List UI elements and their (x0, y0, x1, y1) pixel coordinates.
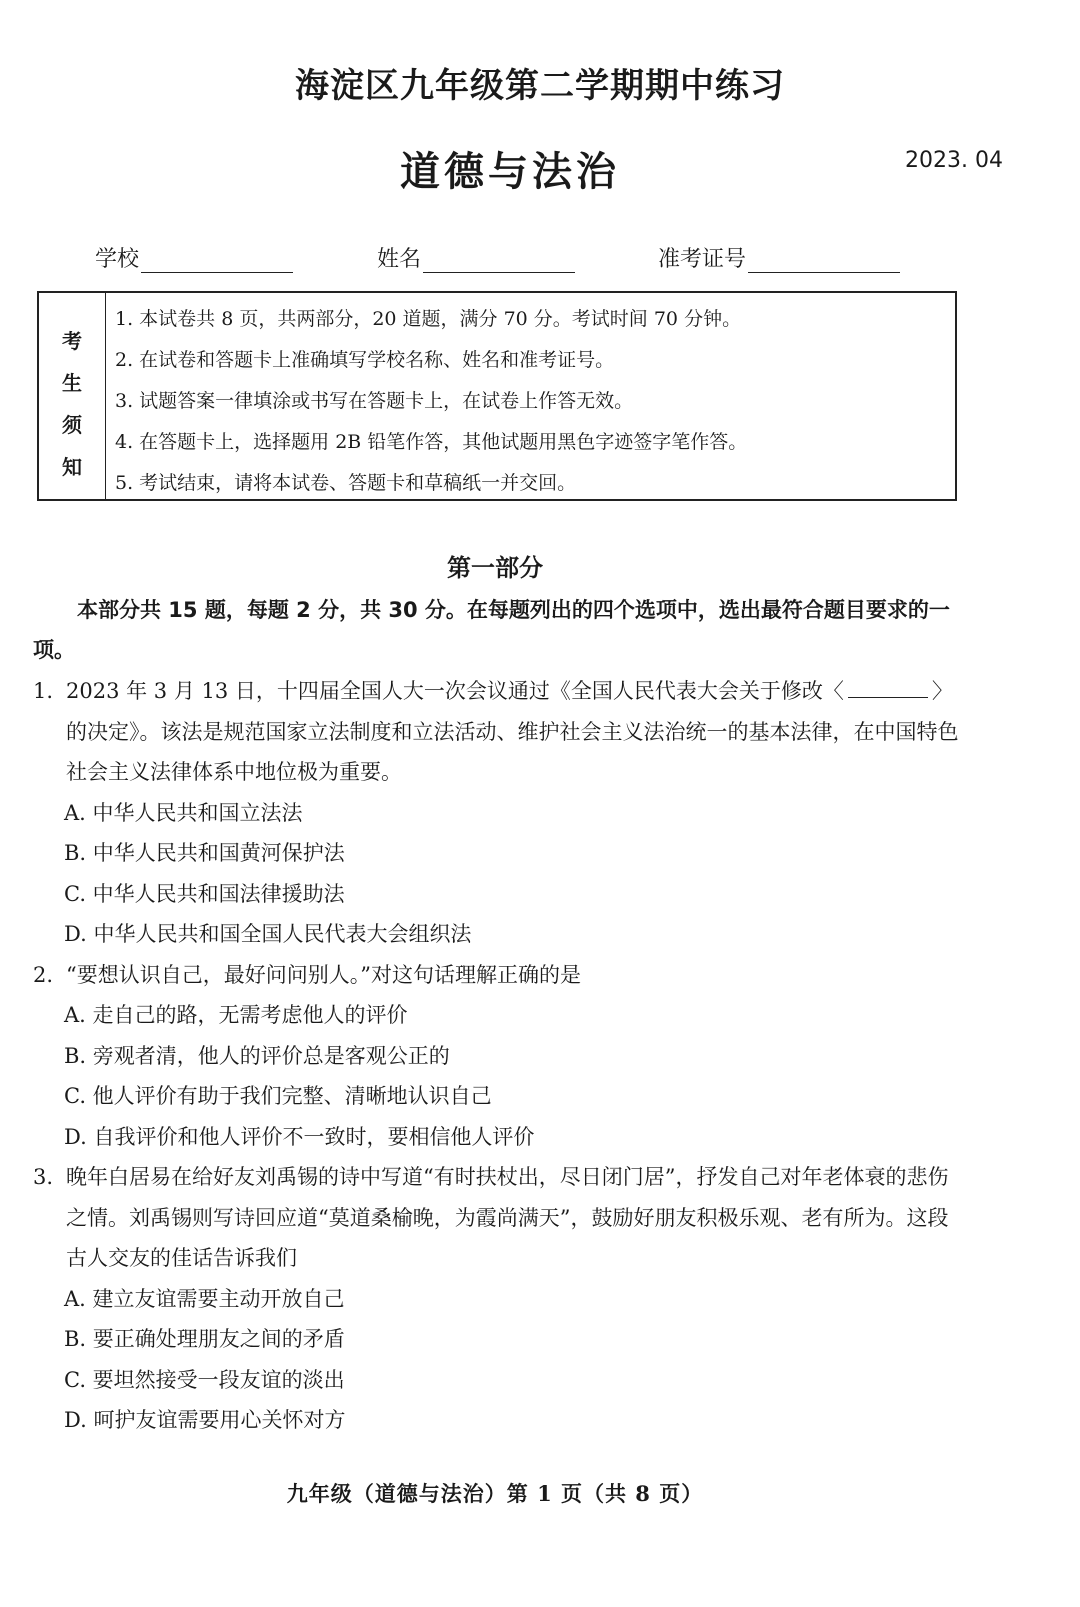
question-text-part: 2023 年 3 月 13 日，十四届全国人大一次会议通过《全国人民代表大会关于修改〈 (66, 679, 844, 703)
name-line (423, 246, 575, 273)
exam-id-field (658, 242, 900, 273)
option-b: B. 要正确处理朋友之间的矛盾 (64, 1327, 345, 1351)
question-1 (33, 671, 963, 955)
question-text: 晚年白居易在给好友刘禹锡的诗中写道“有时扶杖出，尽日闭门居”，抒发自己对年老体衰的悲伤之情。刘禹锡则写诗回应道“莫道桑榆晚，为霞尚满天”，鼓励好朋友积极乐观、老有所为。这段古人交友的佳话告诉我们 (66, 1165, 949, 1270)
question-2 (33, 955, 963, 1158)
question-list (33, 671, 963, 1441)
option-b: B. 旁观者清，他人的评价总是客观公正的 (64, 1043, 450, 1068)
notice-label-char: 须 (62, 413, 82, 437)
student-info-fields (95, 242, 995, 282)
name-field (377, 242, 575, 273)
option-c: C. 中华人民共和国法律援助法 (64, 881, 345, 906)
option-a: A. 建立友谊需要主动开放自己 (64, 1286, 345, 1311)
question-text: “要想认识自己，最好问问别人。”对这句话理解正确的是 (66, 962, 581, 987)
option-b: B. 中华人民共和国黄河保护法 (64, 841, 345, 865)
notice-label-char: 知 (62, 455, 82, 479)
subject-title: 道德与法治 (400, 148, 620, 195)
question-stem (33, 955, 963, 996)
exam-notice-box (37, 291, 957, 501)
question-stem (33, 1157, 963, 1279)
school-label: 学校 (95, 247, 140, 272)
name-label: 姓名 (377, 247, 422, 272)
question-3 (33, 1157, 963, 1441)
notice-label-char: 生 (62, 371, 82, 395)
notice-item: 3. 试题答案一律填涂或书写在答题卡上，在试卷上作答无效。 (115, 390, 634, 412)
notice-item: 5. 考试结束，请将本试卷、答题卡和草稿纸一并交回。 (115, 472, 577, 494)
exam-id-label: 准考证号 (658, 247, 747, 272)
question-text (66, 671, 963, 793)
answer-blank (848, 675, 928, 698)
question-stem (33, 671, 963, 793)
question-number: 2. (33, 962, 54, 987)
notice-item: 1. 本试卷共 8 页，共两部分，20 道题，满分 70 分。考试时间 70 分钟。 (115, 308, 742, 330)
option-d: D. 呵护友谊需要用心关怀对方 (64, 1408, 346, 1432)
page-footer: 九年级（道德与法治）第 1 页（共 8 页） (286, 1481, 704, 1506)
section-intro: 本部分共 15 题，每题 2 分，共 30 分。在每题列出的四个选项中，选出最符合题目要求的一项。 (33, 598, 950, 662)
question-number: 1. (33, 679, 54, 703)
notice-label-char: 考 (62, 329, 82, 353)
question-text-part: 〉的决定》。该法是规范国家立法制度和立法活动、维护社会主义法治统一的基本法律，在中国特色社会主义法律体系中地位极为重要。 (66, 679, 959, 784)
option-c: C. 他人评价有助于我们完整、清晰地认识自己 (64, 1084, 492, 1108)
notice-list (115, 307, 945, 512)
question-number: 3. (33, 1165, 54, 1189)
option-a: A. 走自己的路，无需考虑他人的评价 (64, 1003, 408, 1027)
notice-item: 2. 在试卷和答题卡上准确填写学校名称、姓名和准考证号。 (115, 349, 615, 371)
option-d: D. 自我评价和他人评价不一致时，要相信他人评价 (64, 1124, 535, 1149)
section-title: 第一部分 (447, 554, 543, 582)
exam-date: 2023. 04 (905, 148, 1003, 173)
school-field (95, 242, 293, 273)
option-a: A. 中华人民共和国立法法 (64, 800, 303, 825)
exam-title: 海淀区九年级第二学期期中练习 (295, 66, 785, 106)
notice-label (39, 293, 106, 499)
option-d: D. 中华人民共和国全国人民代表大会组织法 (64, 922, 472, 946)
option-c: C. 要坦然接受一段友谊的淡出 (64, 1367, 345, 1392)
notice-item: 4. 在答题卡上，选择题用 2B 铅笔作答，其他试题用黑色字迹签字笔作答。 (115, 431, 748, 453)
school-line (141, 246, 293, 273)
exam-id-line (748, 246, 900, 273)
